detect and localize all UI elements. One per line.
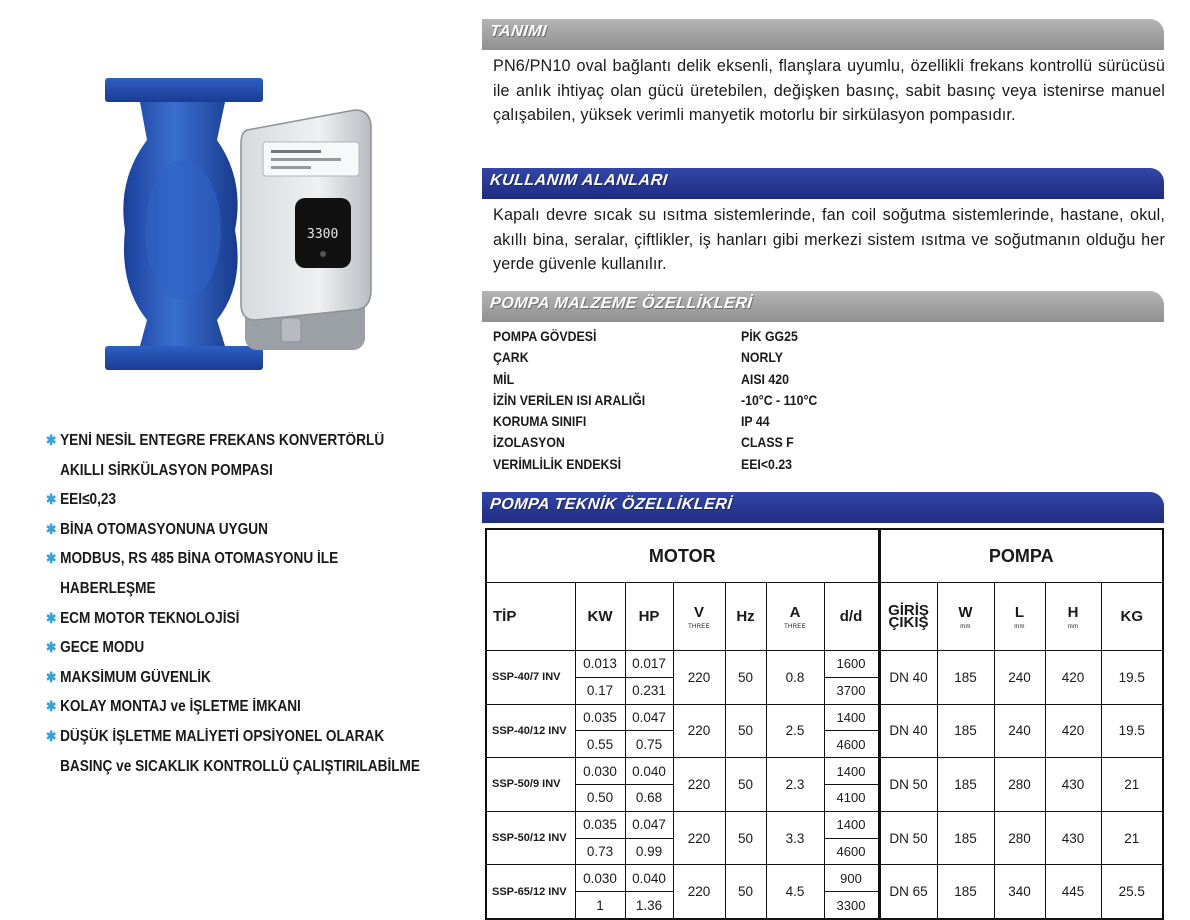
cell-dn: DN 40 xyxy=(879,704,937,758)
cell-a: 3.3 xyxy=(766,811,824,865)
cell-kg: 21 xyxy=(1101,758,1163,812)
cell-l: 280 xyxy=(994,811,1045,865)
cell-hp: 0.047 xyxy=(625,811,673,838)
section-bar-kullanim xyxy=(482,168,1164,199)
cell-hp: 0.047 xyxy=(625,704,673,731)
cell-kw: 0.030 xyxy=(575,758,625,785)
col-v: V THREE xyxy=(673,583,725,651)
cell-model: SSP-50/9 INV xyxy=(486,758,575,812)
col-tip: TİP xyxy=(486,583,575,651)
star-bullet-icon: ✱ xyxy=(46,727,57,744)
feature-item: ✱ MODBUS, RS 485 BİNA OTOMASYONU İLE HABERLEŞME xyxy=(46,544,433,603)
cell-h: 430 xyxy=(1045,811,1101,865)
col-a: A THREE xyxy=(766,583,824,651)
cell-kg: 19.5 xyxy=(1101,704,1163,758)
cell-hp: 1.36 xyxy=(625,892,673,919)
feature-item: ✱ MAKSİMUM GÜVENLİK xyxy=(46,663,433,693)
star-bullet-icon: ✱ xyxy=(46,550,57,567)
cell-w: 185 xyxy=(937,704,994,758)
cell-hz: 50 xyxy=(725,651,766,705)
cell-dn: DN 40 xyxy=(879,651,937,705)
feature-item: ✱ ECM MOTOR TEKNOLOJİSİ xyxy=(46,604,433,634)
group-pompa: POMPA xyxy=(879,529,1163,583)
cell-kw: 0.55 xyxy=(575,731,625,758)
table-row xyxy=(486,758,1163,785)
feature-item: ✱ GECE MODU xyxy=(46,633,433,663)
table-row xyxy=(486,651,1163,678)
cell-kw: 0.50 xyxy=(575,784,625,811)
cell-kw: 0.73 xyxy=(575,838,625,865)
star-bullet-icon: ✱ xyxy=(46,432,57,448)
cell-a: 0.8 xyxy=(766,651,824,705)
kullanim-text: Kapalı devre sıcak su ısıtma sistemlerinde, fan coil soğutma sistemlerinde, hastane, okul, akıllı bina, seralar, çiftlikler, iş hanları gibi merkezi sistem ısıtma ve soğutmanın olduğu her yerde güvenle kullanılır. xyxy=(493,206,1165,274)
cell-hp: 0.017 xyxy=(625,651,673,678)
cell-w: 185 xyxy=(937,811,994,865)
cell-hz: 50 xyxy=(725,811,766,865)
star-bullet-icon: ✱ xyxy=(46,698,57,715)
cell-kg: 19.5 xyxy=(1101,651,1163,705)
section-title-kullanim: KULLANIM ALANLARI xyxy=(489,172,669,189)
cell-a: 2.3 xyxy=(766,758,824,812)
star-bullet-icon: ✱ xyxy=(46,668,57,685)
cell-model: SSP-65/12 INV xyxy=(486,865,575,919)
table-row xyxy=(486,811,1163,838)
cell-h: 420 xyxy=(1045,651,1101,705)
table-row xyxy=(486,865,1163,892)
col-hp: HP xyxy=(625,583,673,651)
cell-dd: 1600 xyxy=(824,651,879,678)
feature-item: ✱ KOLAY MONTAJ ve İŞLETME İMKANI xyxy=(46,692,433,722)
cell-kw: 1 xyxy=(575,892,625,919)
cell-kg: 25.5 xyxy=(1101,865,1163,919)
cell-a: 4.5 xyxy=(766,865,824,919)
cell-a: 2.5 xyxy=(766,704,824,758)
cell-l: 240 xyxy=(994,651,1045,705)
cell-dd: 3300 xyxy=(824,892,879,919)
cell-dd: 3700 xyxy=(824,677,879,704)
pump-image xyxy=(95,70,375,390)
col-w: W mm xyxy=(937,583,994,651)
cell-kw: 0.030 xyxy=(575,865,625,892)
col-kg: KG xyxy=(1101,583,1163,651)
cell-dn: DN 65 xyxy=(879,865,937,919)
col-hz: Hz xyxy=(725,583,766,651)
col-kw: KW xyxy=(575,583,625,651)
cell-hp: 0.68 xyxy=(625,784,673,811)
cell-kw: 0.035 xyxy=(575,811,625,838)
cell-model: SSP-50/12 INV xyxy=(486,811,575,865)
cell-kw: 0.035 xyxy=(575,704,625,731)
cell-dd: 1400 xyxy=(824,811,879,838)
cell-v: 220 xyxy=(673,758,725,812)
cell-hp: 0.99 xyxy=(625,838,673,865)
cell-dn: DN 50 xyxy=(879,758,937,812)
cell-v: 220 xyxy=(673,651,725,705)
section-title-teknik: POMPA TEKNİK ÖZELLİKLERİ xyxy=(489,496,734,513)
star-bullet-icon: ✱ xyxy=(46,520,57,537)
col-dd: d/d xyxy=(824,583,879,651)
cell-hz: 50 xyxy=(725,704,766,758)
cell-hp: 0.75 xyxy=(625,731,673,758)
cell-hp: 0.040 xyxy=(625,758,673,785)
section-bar-tanimi xyxy=(482,19,1164,50)
feature-item: ✱ DÜŞÜK İŞLETME MALİYETİ OPSİYONEL OLARAK BASINÇ ve SICAKLIK KONTROLLÜ ÇALIŞTIRILABİLME xyxy=(46,722,433,781)
star-bullet-icon: ✱ xyxy=(46,491,57,508)
section-bar-teknik xyxy=(482,492,1164,523)
cell-hp: 0.231 xyxy=(625,677,673,704)
section-bar-malzeme xyxy=(482,291,1164,322)
cell-v: 220 xyxy=(673,704,725,758)
cell-hz: 50 xyxy=(725,758,766,812)
cell-dn: DN 50 xyxy=(879,811,937,865)
cell-hz: 50 xyxy=(725,865,766,919)
cell-dd: 900 xyxy=(824,865,879,892)
feature-item: ✱ YENİ NESİL ENTEGRE FREKANS KONVERTÖRLÜ AKILLI SİRKÜLASYON POMPASI xyxy=(46,426,433,485)
star-bullet-icon: ✱ xyxy=(46,609,57,626)
cell-v: 220 xyxy=(673,865,725,919)
cell-dd: 1400 xyxy=(824,758,879,785)
tanimi-text: PN6/PN10 oval bağlantı delik eksenli, flanşlara uyumlu, özellikli frekans kontrollü sürücüsü ile anlık ihtiyaç olan gücü üretebilen, değişken basınç, sabit basınç veya istenirse manuel çalışabilen, yüksek verimli manyetik motorlu bir sirkülasyon pompasıdır. xyxy=(493,57,1165,125)
cell-l: 340 xyxy=(994,865,1045,919)
feature-list xyxy=(46,426,486,781)
device-display: 3300 xyxy=(307,227,339,242)
cell-dd: 1400 xyxy=(824,704,879,731)
cell-model: SSP-40/7 INV xyxy=(486,651,575,705)
cell-l: 280 xyxy=(994,758,1045,812)
cell-dd: 4600 xyxy=(824,731,879,758)
cell-kw: 0.17 xyxy=(575,677,625,704)
cell-model: SSP-40/12 INV xyxy=(486,704,575,758)
col-giris-cikis: GİRİŞ ÇIKIŞ xyxy=(879,583,937,651)
feature-item: ✱ BİNA OTOMASYONUNA UYGUN xyxy=(46,515,433,545)
cell-w: 185 xyxy=(937,865,994,919)
cell-w: 185 xyxy=(937,651,994,705)
section-title-malzeme: POMPA MALZEME ÖZELLİKLERİ xyxy=(489,295,754,312)
technical-table xyxy=(485,528,1164,920)
table-row xyxy=(486,704,1163,731)
feature-item: ✱ EEI≤0,23 xyxy=(46,485,433,515)
col-h: H mm xyxy=(1045,583,1101,651)
cell-h: 430 xyxy=(1045,758,1101,812)
cell-dd: 4100 xyxy=(824,784,879,811)
cell-h: 420 xyxy=(1045,704,1101,758)
cell-kw: 0.013 xyxy=(575,651,625,678)
cell-l: 240 xyxy=(994,704,1045,758)
cell-kg: 21 xyxy=(1101,811,1163,865)
col-l: L mm xyxy=(994,583,1045,651)
star-bullet-icon: ✱ xyxy=(46,639,57,656)
cell-v: 220 xyxy=(673,811,725,865)
cell-dd: 4600 xyxy=(824,838,879,865)
group-motor: MOTOR xyxy=(486,529,879,583)
cell-w: 185 xyxy=(937,758,994,812)
cell-hp: 0.040 xyxy=(625,865,673,892)
cell-h: 445 xyxy=(1045,865,1101,919)
section-title-tanimi: TANIMI xyxy=(489,23,548,40)
